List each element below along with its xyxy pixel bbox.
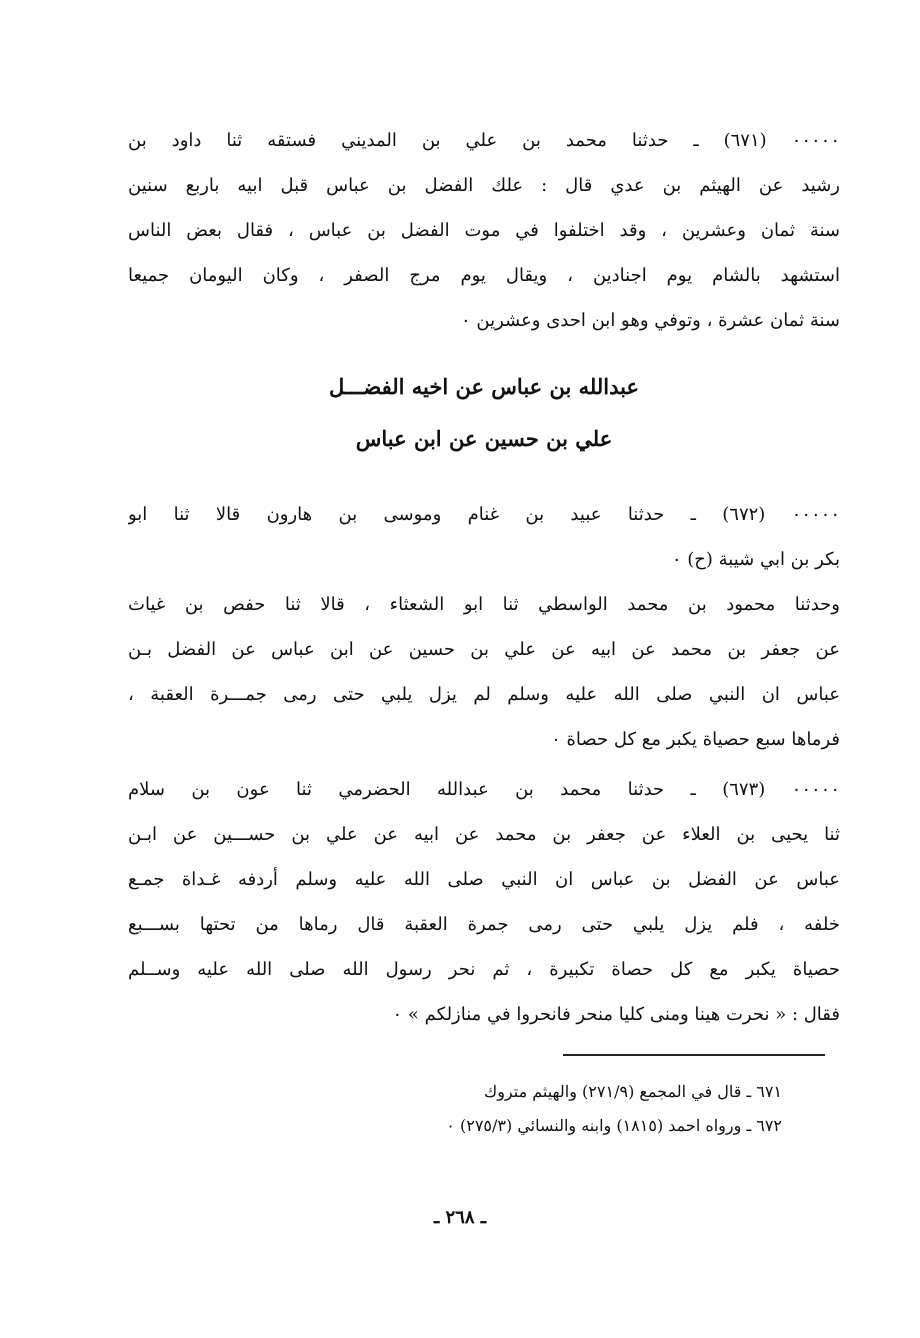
paragraph-673 [128,767,840,1037]
footnote: ٦٧١ ـ قال في المجمع (٢٧١/٩) والهيثم متروك [484,1082,782,1101]
text-line: رشيد عن الهيثم بن عدي قال : علك الفضل بن عباس قبل ابيه باربع سنين [128,175,840,196]
text-line: ٠٠٠٠٠ (٦٧٢) ـ حدثنا عبيد بن غنام وموسى بن هارون قالا ثنا ابو [128,504,840,525]
text-line: ٠٠٠٠٠ (٦٧١) ـ حدثنا محمد بن علي بن المديني فستقه ثنا داود بن [128,130,840,151]
text-line: وحدثنا محمود بن محمد الواسطي ثنا ابو الشعثاء ، قالا ثنا حفص بن غياث [128,594,840,615]
text-line: سنة ثمان وعشرين ، وقد اختلفوا في موت الفضل بن عباس ، فقال بعض الناس [128,220,840,241]
text-line: حصياة يكبر مع كل حصاة تكبيرة ، ثم نحر رسول الله صلى الله عليه وســلم [128,959,840,980]
text-line: عباس ان النبي صلى الله عليه وسلم لم يزل يلبي حتى رمى جمـــرة العقبة ، [128,684,840,705]
text-line: فرماها سبع حصياة يكبر مع كل حصاة ٠ [551,729,840,750]
text-line: عباس عن الفضل بن عباس ان النبي صلى الله عليه وسلم أردفه غـداة جمـع [128,869,840,890]
section-heading: عبدالله بن عباس عن اخيه الفضـــل [329,374,639,399]
section-subheading: علي بن حسين عن ابن عباس [355,426,613,451]
text-line: عن جعفر بن محمد عن ابيه عن علي بن حسين عن ابن عباس عن الفضل بـن [128,639,840,660]
text-line: ٠٠٠٠٠ (٦٧٣) ـ حدثنا محمد بن عبدالله الحضرمي ثنا عون بن سلام [128,779,840,800]
page-number: ـ ٢٦٨ ـ [433,1207,487,1228]
paragraph-672-continuation [128,582,840,762]
footnotes [128,1075,782,1143]
text-line: استشهد بالشام يوم اجنادين ، ويقال يوم مرج الصفر ، وكان اليومان جميعا [128,265,840,286]
text-line: بكر بن ابي شيبة (ح) ٠ [671,549,840,570]
footnote: ٦٧٢ ـ ورواه احمد (١٨١٥) وابنه والنسائي (٢٧٥/٣) ٠ [446,1116,782,1135]
footnote-divider [563,1054,825,1056]
text-line: فقال : « نحرت هينا ومنى كليا منحر فانحروا في منازلكم » ٠ [392,1004,840,1025]
text-line: خلفه ، فلم يزل يلبي حتى رمى جمرة العقبة قال رماها من تحتها بســـبع [128,914,840,935]
text-line: ثنا يحيى بن العلاء عن جعفر بن محمد عن ابيه عن علي بن حســـين عن ابـن [128,824,840,845]
text-line: سنة ثمان عشرة ، وتوفي وهو ابن احدى وعشرين ٠ [460,310,840,331]
paragraph-671 [128,118,840,343]
paragraph-672 [128,492,840,582]
